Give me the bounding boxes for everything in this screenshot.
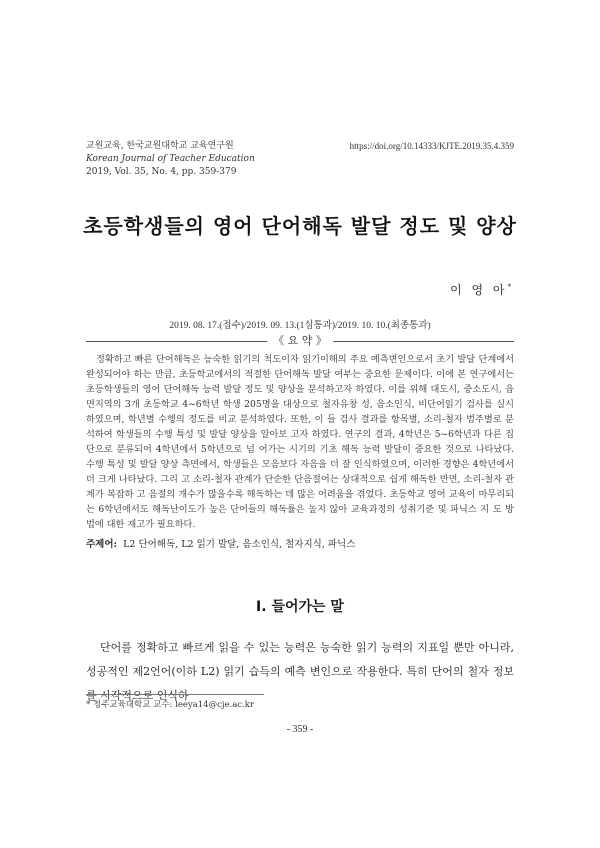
abstract-line: 성, 음소인식, 비단어읽기 검사를 실시하였으며, 학년별 수행의 정도를 비교 분석하였다. 또한, 이 [86, 399, 515, 425]
author-name [450, 281, 514, 298]
abstract-line: 이를 위해 대도시, 중소도시, 읍면지역의 3개 초등학교 4~6학년 학생 205명을 대상으로 철자유창 [86, 384, 514, 410]
abstract-line: 고 소리-철자 관계가 단순한 단음절어는 상대적으로 쉽게 해독한 반면, 소리-철자 관계가 복잡하 [86, 474, 515, 500]
journal-header [86, 140, 255, 179]
abstract-heading-label: 《 요 약 》 [267, 334, 333, 348]
abstract-line: 어가는 시기의 기초 해독 능력 발달이 중요한 것으로 나타났다. 수행 특성 및 발달 양상 측면에서, [86, 444, 515, 470]
keywords-label: 주제어: [86, 539, 118, 550]
abstract-line: 고자 하였다. 연구의 결과, 4학년은 5~6학년과 다른 집단으로 분류되어 4학년에서 5학년으로 넘 [86, 429, 514, 455]
volume-line: 2019, Vol. 35, No. 4, pp. 359-379 [86, 167, 237, 177]
abstract-line: 고 음절의 개수가 많을수록 해독하는 데 많은 어려움을 겪었다. 초등학교 영어 교육이 마무리되는 [86, 489, 514, 515]
abstract-line: 들 검사 결과를 항목별, 소리-철자 범주별로 분석하여 학생들의 수행 특성 및 발달 양상을 알아보 [86, 414, 514, 440]
paper-title: 초등학생들의 영어 단어해독 발달 정도 및 양상 [83, 214, 517, 238]
abstract-heading [86, 334, 514, 348]
footnote: * 청주교육대학교 교수: leeya14@cje.ac.kr [86, 700, 254, 710]
institution-line: 교원교육, 한국교원대학교 교육연구원 [86, 141, 234, 151]
doi-link[interactable]: https://doi.org/10.14333/KJTE.2019.35.4.359 [349, 141, 514, 151]
abstract-body [86, 352, 514, 532]
abstract-line: 정확하고 빠른 단어해독은 능숙한 읽기의 척도이자 읽기이해의 주요 예측변인으로서 초기 발달 [96, 354, 476, 365]
submission-dates: 2019. 08. 17.(접수)/2019. 09. 13.(1심통과)/2019. 10. 10.(최종통과) [169, 321, 431, 331]
abstract-line: 학생들은 모음보다 자음을 더 잘 인식하였으며, 이러한 경향은 4학년에서 더 크게 나타났다. 그리 [86, 459, 515, 485]
abstract-line: 이에 본 연구에서는 초등학생들의 영어 단어해독 능력 발달 정도 및 양상을 분석하고자 하였다. [86, 369, 515, 395]
abstract-line: 단계에서 완성되어야 하는 만큼, 초등학교에서의 적절한 단어해독 발달 여부는 중요한 문제이다. [86, 354, 514, 380]
abstract-line: 6학년에서도 해독난이도가 높은 단어들의 해독률은 높지 않아 교육과정의 성취기준 및 파닉스 지 [98, 504, 490, 515]
author-name-text: 이 영 아 [450, 283, 508, 297]
journal-name: Korean Journal of Teacher Education [86, 154, 255, 164]
keywords-text: L2 단어해독, L2 읽기 발달, 음소인식, 철자지식, 파닉스 [123, 539, 356, 550]
keywords [86, 536, 514, 550]
body-paragraph-text: 단어를 정확하고 빠르게 읽을 수 있는 능력은 능숙한 읽기 능력의 지표일 뿐만 아니라, 성공적인 제2언어(이하 L2) 읽기 습득의 예측 변인으로 작용한다. 특히 단어의 철자 정보를 시각적으로 인식하 [86, 641, 514, 702]
abstract-line: 도 방법에 대한 재고가 필요하다. [86, 504, 514, 530]
author-footnote-mark: * [507, 283, 514, 291]
page-number: - 359 - [286, 724, 314, 735]
footnote-rule [86, 694, 264, 695]
section-heading: Ⅰ. 들어가는 말 [256, 599, 344, 615]
